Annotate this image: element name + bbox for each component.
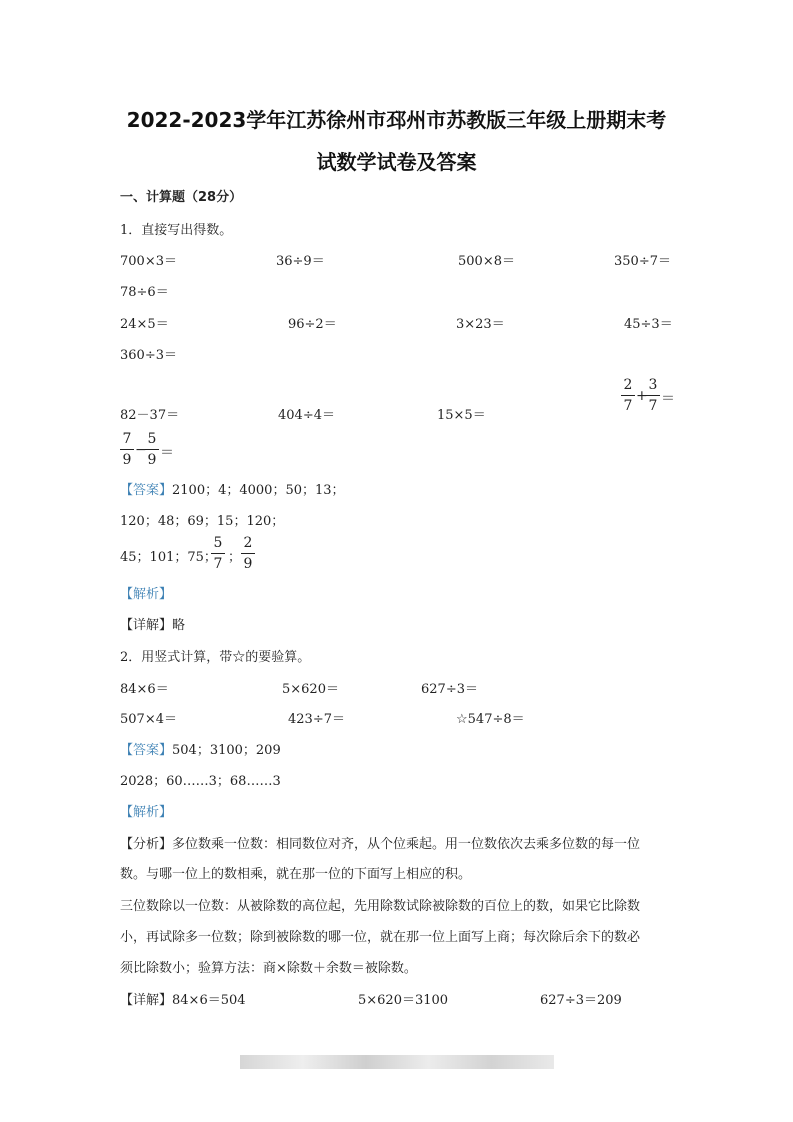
page-title-line2: 试数学试卷及答案 [316, 150, 477, 174]
detail-tag: 【详解】 [120, 993, 173, 1008]
blurred-watermark [240, 1055, 554, 1069]
equals-sign: ＝ [160, 445, 174, 461]
q2-item: ☆547÷8＝ [456, 712, 525, 727]
detail-text: 627÷3＝209 [540, 993, 622, 1008]
fraction-denominator: 9 [243, 556, 253, 572]
fraction-denominator: 9 [147, 452, 157, 468]
answer-line [120, 739, 281, 758]
answer-line: 45；101；75； [120, 550, 217, 565]
q2-item: 84×6＝ [120, 682, 169, 697]
fraction-denominator: 7 [648, 398, 658, 414]
answer-line: 2028；60……3；68……3 [120, 774, 281, 789]
analysis-tag: 【解析】 [120, 805, 173, 820]
q1-item: 360÷3＝ [120, 348, 177, 363]
fraction-numerator: 2 [243, 535, 253, 551]
fraction [241, 534, 255, 573]
answer-tag: 【答案】 [120, 483, 173, 498]
analysis-line: 须比除数小；验算方法：商×除数＋余数＝被除数。 [120, 961, 417, 976]
q1-item: 82－37＝ [120, 408, 180, 423]
q1-item: 500×8＝ [458, 254, 515, 269]
fraction-denominator: 9 [122, 452, 132, 468]
fenxi-tag: 【分析】 [120, 837, 173, 852]
q2-item: 627÷3＝ [421, 682, 478, 697]
detail-text: 略 [172, 618, 186, 633]
q1-item: 78÷6＝ [120, 285, 169, 300]
q2-item: 5×620＝ [282, 682, 339, 697]
plus-operator: + [636, 388, 648, 404]
q1-item: 700×3＝ [120, 254, 177, 269]
fraction-numerator: 5 [147, 431, 157, 447]
fraction-denominator: 7 [213, 556, 223, 572]
fraction [120, 430, 134, 469]
answer-line [120, 479, 345, 498]
detail-text: 5×620＝3100 [358, 993, 449, 1008]
answer-separator: ； [228, 550, 242, 565]
fraction-numerator: 2 [623, 377, 633, 393]
question-2-stem: 2．用竖式计算，带☆的要验算。 [120, 650, 311, 665]
analysis-line: 数。与哪一位上的数相乘，就在那一位的下面写上相应的积。 [120, 867, 472, 882]
fraction-denominator: 7 [623, 398, 633, 414]
equals-sign: ＝ [661, 391, 675, 407]
q1-item: 350÷7＝ [614, 254, 671, 269]
analysis-tag: 【解析】 [120, 587, 173, 602]
q1-item: 45÷3＝ [624, 317, 673, 332]
analysis-line: 三位数除以一位数：从被除数的高位起，先用除数试除被除数的百位上的数，如果它比除数 [120, 899, 641, 914]
question-1-stem: 1．直接写出得数。 [120, 223, 233, 238]
answer-text: 2100；4；4000；50；13； [172, 483, 345, 498]
answer-line: 120；48；69；15；120； [120, 514, 285, 529]
analysis-line [120, 833, 640, 852]
answer-tag: 【答案】 [120, 743, 173, 758]
detail-line [120, 614, 185, 633]
q2-item: 423÷7＝ [288, 712, 345, 727]
fraction [621, 376, 635, 415]
fraction [646, 376, 660, 415]
q1-item: 15×5＝ [437, 408, 486, 423]
minus-operator: − [135, 442, 147, 458]
q1-item: 404÷4＝ [278, 408, 335, 423]
analysis-text: 多位数乘一位数：相同数位对齐，从个位乘起。用一位数依次去乘多位数的每一位 [172, 837, 641, 852]
fraction [145, 430, 159, 469]
q1-item: 36÷9＝ [276, 254, 325, 269]
page-title-line1: 2022-2023学年江苏徐州市邳州市苏教版三年级上册期末考 [126, 108, 667, 132]
q2-item: 507×4＝ [120, 712, 177, 727]
q1-item: 24×5＝ [120, 317, 169, 332]
fraction-numerator: 5 [213, 535, 223, 551]
detail-tag: 【详解】 [120, 618, 173, 633]
detail-text: 84×6＝504 [172, 993, 246, 1008]
fraction-numerator: 3 [648, 377, 658, 393]
answer-text: 504；3100；209 [172, 743, 281, 758]
detail-line [120, 989, 246, 1008]
analysis-line: 小，再试除多一位数；除到被除数的哪一位，就在那一位上面写上商；每次除后余下的数必 [120, 930, 641, 945]
fraction-numerator: 7 [122, 431, 132, 447]
q1-item: 96÷2＝ [288, 317, 337, 332]
q1-item: 3×23＝ [456, 317, 505, 332]
fraction [211, 534, 225, 573]
section-heading: 一、计算题（28分） [120, 190, 243, 205]
